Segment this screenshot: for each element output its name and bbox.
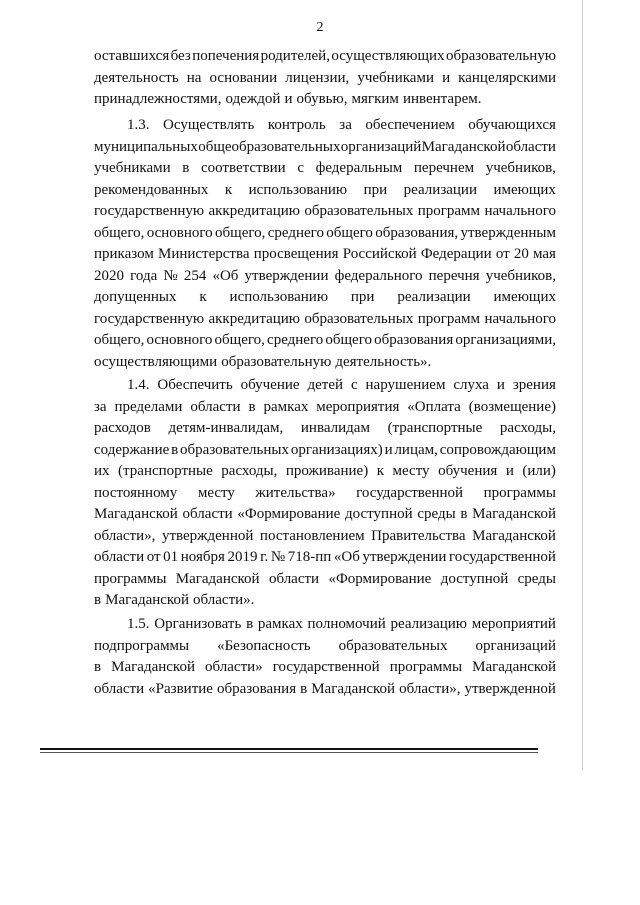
text-line: рекомендованных к использованию при реализации имеющих [94, 181, 556, 198]
text-line: расходов детям-инвалидам, инвалидам (транспортные расходы, [94, 420, 556, 436]
text-line: за пределами области в рамках мероприятия «Оплата (возмещение) [94, 398, 556, 415]
text-line: содержание в образовательных организациях) и лицам, сопровождающим [94, 441, 556, 458]
text-line: области «Развитие образования в Магаданской области», утвержденной [94, 680, 556, 697]
paragraph-1-5 [94, 614, 556, 700]
text-line: их (транспортные расходы, проживание) к месту обучения и (или) [94, 463, 556, 479]
text-line: постоянному месту жительства» государственной программы [94, 484, 556, 501]
text-line: осуществляющими образовательную деятельность». [94, 353, 432, 370]
text-line: муниципальных общеобразовательных организаций Магаданской области [94, 138, 556, 155]
text-line: в Магаданской области». [94, 592, 255, 608]
text-line: учебниками в соответствии с федеральным перечнем учебников, [94, 160, 556, 176]
text-line: государственную аккредитацию образовательных программ начального [94, 203, 556, 219]
text-line: области от 01 ноября 2019 г. № 718-пп «Об утверждении государственной [94, 549, 556, 565]
page-bottom-rule-shadow [40, 752, 538, 753]
page-bottom-rule [40, 748, 538, 750]
text-line: принадлежностями, одеждой и обувью, мягким инвентарем. [94, 91, 482, 107]
text-line: области», утвержденной постановлением Правительства Магаданской [94, 527, 556, 544]
text-line: деятельность на основании лицензии, учебниками и канцелярскими [94, 69, 556, 86]
text-line: 1.3. Осуществлять контроль за обеспечением обучающихся [127, 117, 556, 133]
text-line: 1.5. Организовать в рамках полномочий реализацию мероприятий [127, 616, 556, 632]
text-line: 2020 года № 254 «Об утверждении федерального перечня учебников, [94, 267, 556, 284]
text-line: оставшихся без попечения родителей, осуществляющих образовательную [94, 48, 556, 64]
text-line: общего, основного общего, среднего общего образования, утвержденным [94, 224, 556, 241]
text-line: 1.4. Обеспечить обучение детей с нарушением слуха и зрения [127, 377, 556, 393]
paragraph-1-4 [94, 375, 556, 612]
text-line: государственную аккредитацию образовательных программ начального [94, 310, 556, 327]
text-line: Магаданской области «Формирование доступной среды в Магаданской [94, 506, 556, 522]
text-line: общего, основного общего, среднего общего образования организациями, [94, 332, 556, 348]
text-line: программы Магаданской области «Формирование доступной среды [94, 570, 556, 587]
scan-edge-line [582, 0, 583, 770]
text-line: в Магаданской области» государственной программы Магаданской [94, 659, 556, 675]
text-line: приказом Министерства просвещения Российской Федерации от 20 мая [94, 246, 556, 262]
paragraph-continuation [94, 46, 556, 111]
page-number: 2 [316, 20, 324, 35]
text-line: подпрограммы «Безопасность образовательных организаций [94, 637, 556, 654]
paragraph-1-3 [94, 115, 556, 373]
text-line: допущенных к использованию при реализации имеющих [94, 289, 556, 305]
